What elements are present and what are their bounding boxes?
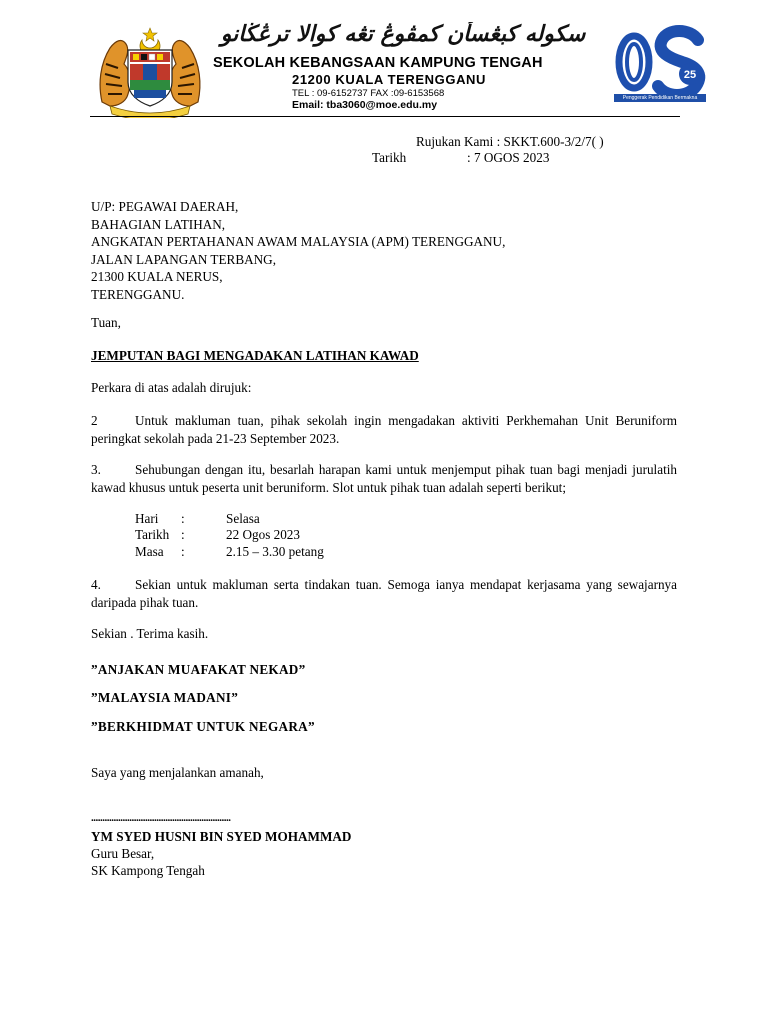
address-line: BAHAGIAN LATIHAN, [91,216,226,232]
paragraph-number: 3. [91,462,101,477]
paragraph-text: Sehubungan dengan itu, besarlah harapan kami untuk menjemput pihak tuan bagi menjadi jurulatih kawad khusus untuk peserta unit beruniform. Slot untuk pihak tuan adalah seperti berikut; [91,462,677,495]
school-contact: TEL : 09-6152737 FAX :09-6153568 [292,88,445,99]
motto-line: ”MALAYSIA MADANI” [91,690,239,705]
logo-caption: Penggerak Pendidikan Bermakna [614,94,706,102]
paragraph-2 [91,412,677,448]
motto-line: ”ANJAKAN MUAFAKAT NEKAD” [91,662,306,677]
detail-colon: : [181,544,185,559]
signoff-line: Saya yang menjalankan amanah, [91,765,264,780]
signer-title: Guru Besar, [91,846,155,861]
logo-number: 25 [683,69,697,81]
address-line: U/P: PEGAWAI DAERAH, [91,199,239,214]
paragraph-text: Untuk makluman tuan, pihak sekolah ingin mengadakan aktiviti Perkhemahan Unit Beruniform peringkat sekolah pada 21-23 September 2023. [91,413,677,446]
coat-of-arms-logo [96,24,204,118]
date-value: : 7 OGOS 2023 [467,150,550,165]
address-line: JALAN LAPANGAN TERBANG, [91,251,277,267]
paragraph-3 [91,461,677,497]
detail-label: Hari [135,511,159,526]
detail-colon: : [181,527,185,542]
paragraph-text: Sekian untuk makluman serta tindakan tuan. Semoga ianya mendapat kerjasama yang sewajarnya daripada pihak tuan. [91,577,677,610]
letter-subject: JEMPUTAN BAGI MENGADAKAN LATIHAN KAWAD [91,348,419,363]
signer-school: SK Kampong Tengah [91,863,205,878]
detail-value: Selasa [226,511,260,526]
header-divider [90,116,680,117]
detail-label: Tarikh [135,527,170,542]
reference-number: Rujukan Kami : SKKT.600-3/2/7( ) [416,134,604,149]
closing-line: Sekian . Terima kasih. [91,626,209,641]
signer-name: YM SYED HUSNI BIN SYED MOHAMMAD [91,829,352,844]
detail-value: 22 Ogos 2023 [226,527,300,542]
detail-label: Masa [135,544,164,559]
date-label: Tarikh [372,150,407,165]
detail-colon: : [181,511,185,526]
school-name-jawi: سکوله کبڠسأن کمڤوڠ تڠه کوالا ترڠڬانو [220,22,586,47]
paragraph-4 [91,576,677,612]
detail-value: 2.15 – 3.30 petang [226,544,324,559]
signature-line: .............................................................. [91,812,231,824]
paragraph-number: 2 [91,413,98,428]
paragraph-number: 4. [91,577,101,592]
address-line: TERENGGANU. [91,286,185,302]
address-line: 21300 KUALA NERUS, [91,269,223,285]
school-address: 21200 KUALA TERENGGANU [292,72,487,87]
school-name: SEKOLAH KEBANGSAAN KAMPUNG TENGAH [213,55,543,71]
address-line: ANGKATAN PERTAHANAN AWAM MALAYSIA (APM) TERENGGANU, [91,234,506,250]
intro-line: Perkara di atas adalah dirujuk: [91,380,252,395]
school-email: Email: tba3060@moe.edu.my [292,99,438,111]
recipient-address [91,198,505,304]
motto-line: ”BERKHIDMAT UNTUK NEGARA” [91,719,315,734]
salutation: Tuan, [91,315,121,330]
